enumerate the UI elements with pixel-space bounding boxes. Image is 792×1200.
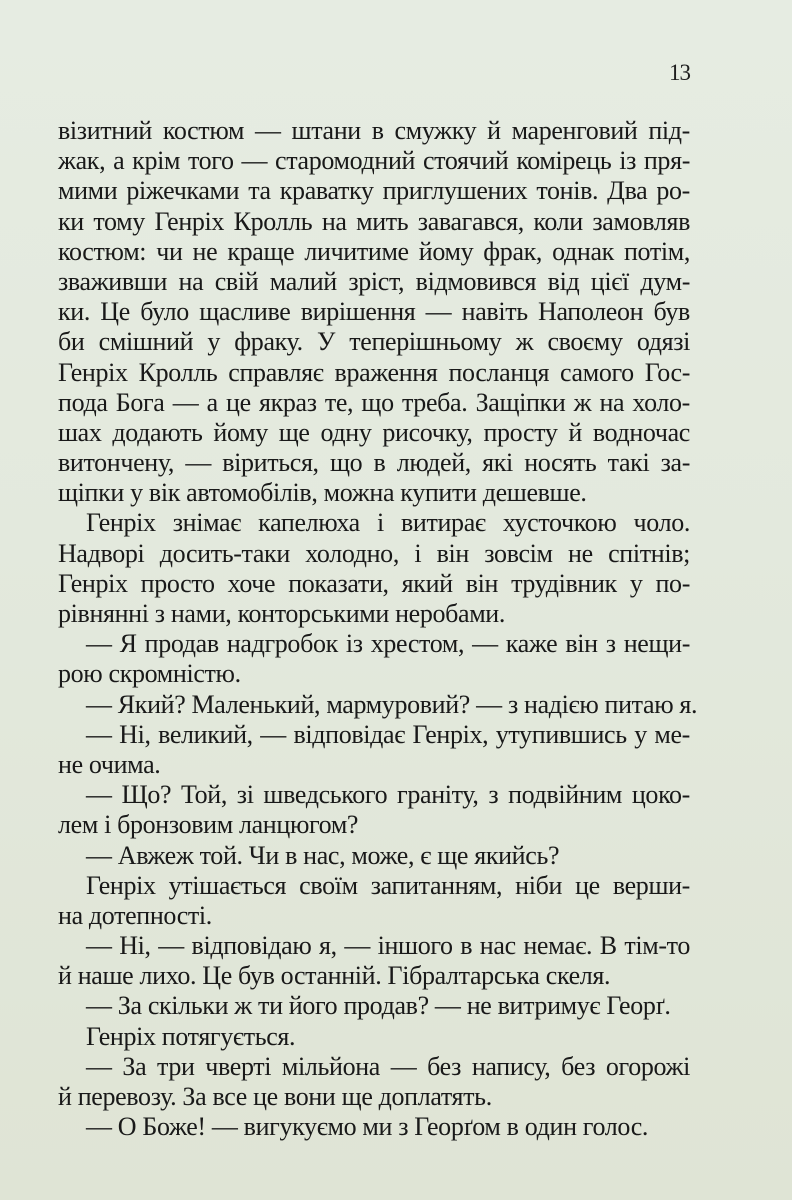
paragraph-first-line: Генріх утішається своїм запитанням, ніби це верши-	[86, 870, 690, 900]
paragraph-first-line: — Що? Той, зі шведського граніту, з подвійним цоко-	[86, 780, 690, 810]
text-line: Генріх просто хоче показати, який він трудівник у по-	[58, 568, 690, 598]
text-line: щіпки у вік автомобілів, можна купити дешевше.	[58, 478, 587, 508]
paragraph-first-line: — О Боже! — вигукуємо ми з Георґом в один голос.	[86, 1112, 649, 1142]
text-line: пода Бога — а це якраз те, що треба. Защіпки ж на холо-	[58, 387, 690, 417]
text-line: мими ріжечками та краватку приглушених тонів. Два ро-	[58, 176, 690, 206]
paragraph-first-line: — За три чверті мільйона — без напису, без огорожі	[86, 1051, 690, 1081]
paragraph-first-line: — Я продав надгробок із хрестом, — каже він з нещи-	[86, 629, 690, 659]
text-line: лем і бронзовим ланцюгом?	[58, 810, 359, 840]
body-text	[58, 116, 698, 1142]
text-line: ки. Це було щасливе вирішення — навіть Наполеон був	[58, 297, 690, 327]
paragraph-first-line: — За скільки ж ти його продав? — не витримує Георґ.	[86, 991, 671, 1021]
paragraph-first-line: Генріх знімає капелюха і витирає хусточкою чоло.	[86, 508, 690, 538]
text-line: жак, а крім того — старомодний стоячий комірець із пря-	[58, 146, 690, 176]
paragraph-first-line: — Ні, — відповідаю я, — іншого в нас немає. В тім-то	[86, 931, 690, 961]
text-line: Надворі досить-таки холодно, і він зовсім не спітнів;	[58, 538, 690, 568]
page-number: 13	[669, 60, 690, 85]
text-line: ки тому Генріх Кролль на мить завагався, коли замовляв	[58, 206, 690, 236]
paragraph-first-line: Генріх потягується.	[86, 1021, 296, 1051]
text-line: би смішний у фраку. У теперішньому ж своєму одязі	[58, 327, 690, 357]
text-line: на дотепності.	[58, 900, 212, 930]
text-line: шах додають йому ще одну рисочку, просту й водночас	[58, 417, 690, 447]
paragraph-first-line: — Який? Маленький, мармуровий? — з надією питаю я.	[86, 689, 698, 719]
text-line: не очима.	[58, 749, 161, 779]
text-line: й перевозу. За все це вони ще доплатять.	[58, 1082, 492, 1111]
paragraph-first-line: — Ні, великий, — відповідає Генріх, утупившись у ме-	[86, 719, 690, 749]
text-line: витончену, — віриться, що в людей, які носять такі за-	[58, 448, 690, 478]
text-line: рою скромністю.	[58, 659, 241, 689]
text-line: й наше лихо. Це був останній. Гібралтарська скеля.	[58, 961, 611, 991]
text-line: костюм: чи не краще личитиме йому фрак, однак потім,	[58, 236, 690, 266]
text-line: візитний костюм — штани в смужку й маренговий під-	[58, 116, 690, 145]
paragraph-first-line: — Авжеж той. Чи в нас, може, є ще якийсь?	[86, 840, 560, 870]
text-line: зваживши на свій малий зріст, відмовився від цієї дум-	[58, 266, 690, 296]
text-line: Генріх Кролль справляє враження посланця самого Гос-	[58, 357, 690, 387]
text-line: рівнянні з нами, конторськими неробами.	[58, 599, 506, 628]
